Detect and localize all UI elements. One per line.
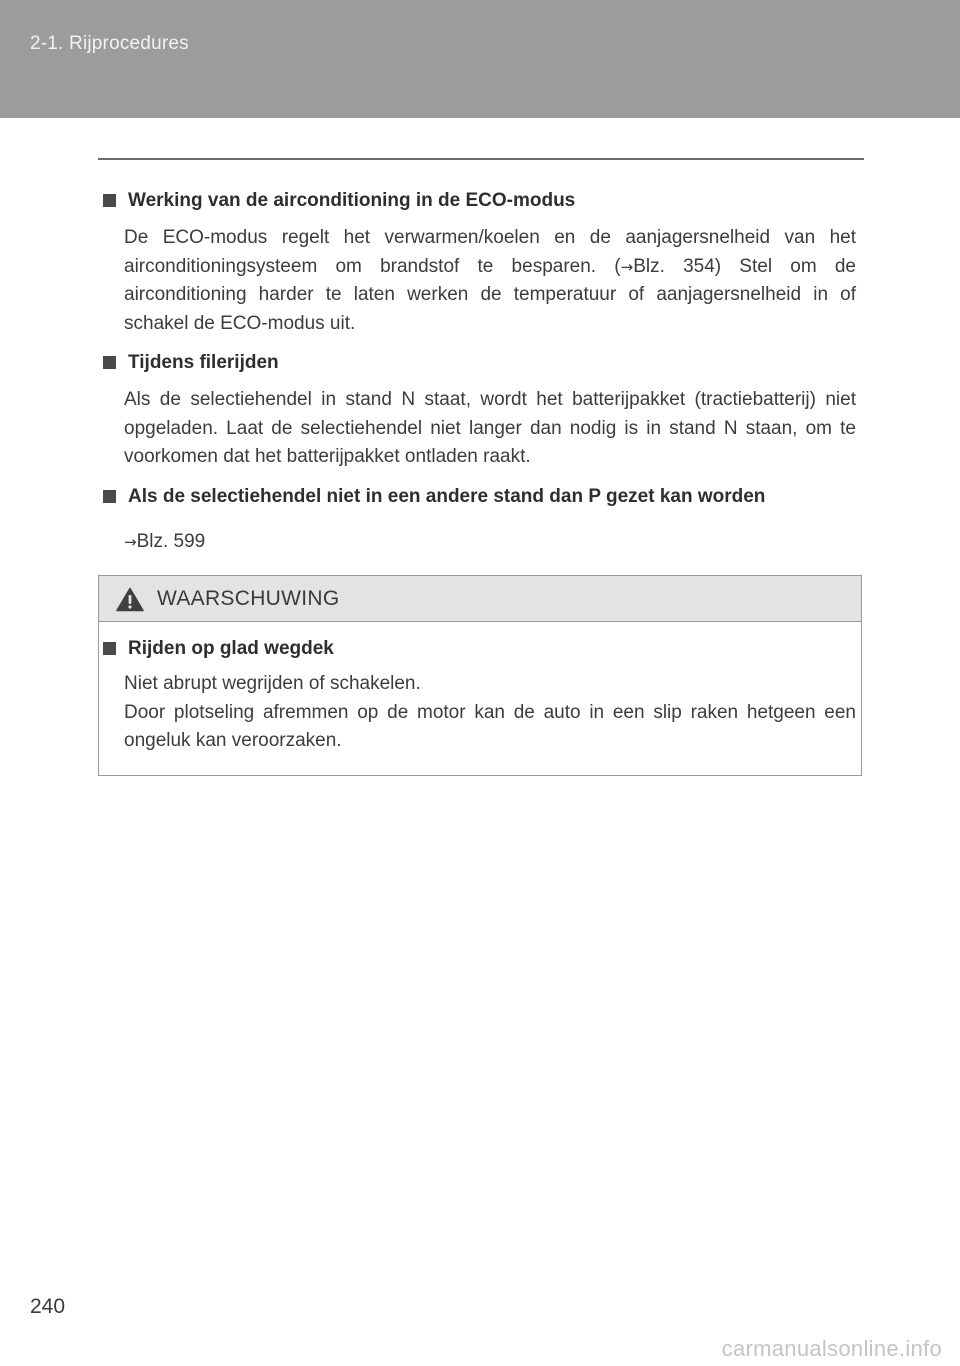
top-divider <box>98 158 864 160</box>
warning-label: WAARSCHUWING <box>157 587 340 610</box>
square-bullet-icon <box>103 356 116 369</box>
page-reference-text[interactable]: Blz. 599 <box>136 530 206 552</box>
square-bullet-icon <box>103 642 116 655</box>
warning-triangle-icon <box>116 587 144 612</box>
page-reference-link[interactable]: Blz. 354) Stel om de airconditioning harder te laten werken de temperatuur of aanjagersnelheid in of schakel de ECO-modus uit. <box>124 255 856 334</box>
body-text: De ECO-modus regelt het verwarmen/koelen en de aanjagersnelheid van het airconditioningsysteem om brandstof te besparen. ( <box>124 227 856 277</box>
section-shift-lever <box>100 482 856 556</box>
header-band <box>0 0 960 118</box>
chapter-title: 2-1. Rijprocedures <box>30 33 189 54</box>
warning-text <box>100 670 856 756</box>
section-heading <box>100 482 856 512</box>
warning-line-2: Door plotseling afremmen op de motor kan de auto in een slip raken hetgeen een ongeluk kan veroorzaken. <box>124 701 856 751</box>
section-heading <box>100 348 856 378</box>
watermark: carmanualsonline.info <box>721 1336 942 1361</box>
section-traffic-jam <box>100 348 856 472</box>
warning-box <box>98 575 862 776</box>
main-content <box>100 186 856 566</box>
section-heading-text: Tijdens filerijden <box>128 352 279 373</box>
section-heading-text: Als de selectiehendel niet in een andere stand dan P gezet kan worden <box>128 485 766 507</box>
section-body <box>100 224 856 338</box>
warning-heading-text: Rijden op glad wegdek <box>128 638 334 659</box>
warning-line-1: Niet abrupt wegrijden of schakelen. <box>124 673 421 694</box>
section-body: Als de selectiehendel in stand N staat, wordt het batterijpakket (tractiebatterij) niet opgeladen. Laat de selectiehendel niet langer dan nodig is in stand N staan, om te voorkomen dat het batterijpakket ontladen raakt. <box>124 389 856 467</box>
warning-heading <box>100 634 856 664</box>
arrow-right-icon: → <box>620 257 634 276</box>
section-heading <box>100 186 856 216</box>
page-reference[interactable] <box>100 528 856 556</box>
square-bullet-icon <box>103 490 116 503</box>
section-eco-mode <box>100 186 856 338</box>
section-heading-text: Werking van de airconditioning in de ECO-modus <box>128 190 576 211</box>
square-bullet-icon <box>103 194 116 207</box>
warning-header <box>99 576 861 622</box>
warning-body <box>100 634 856 756</box>
arrow-right-icon: → <box>124 532 137 551</box>
page-number: 240 <box>30 1295 66 1318</box>
